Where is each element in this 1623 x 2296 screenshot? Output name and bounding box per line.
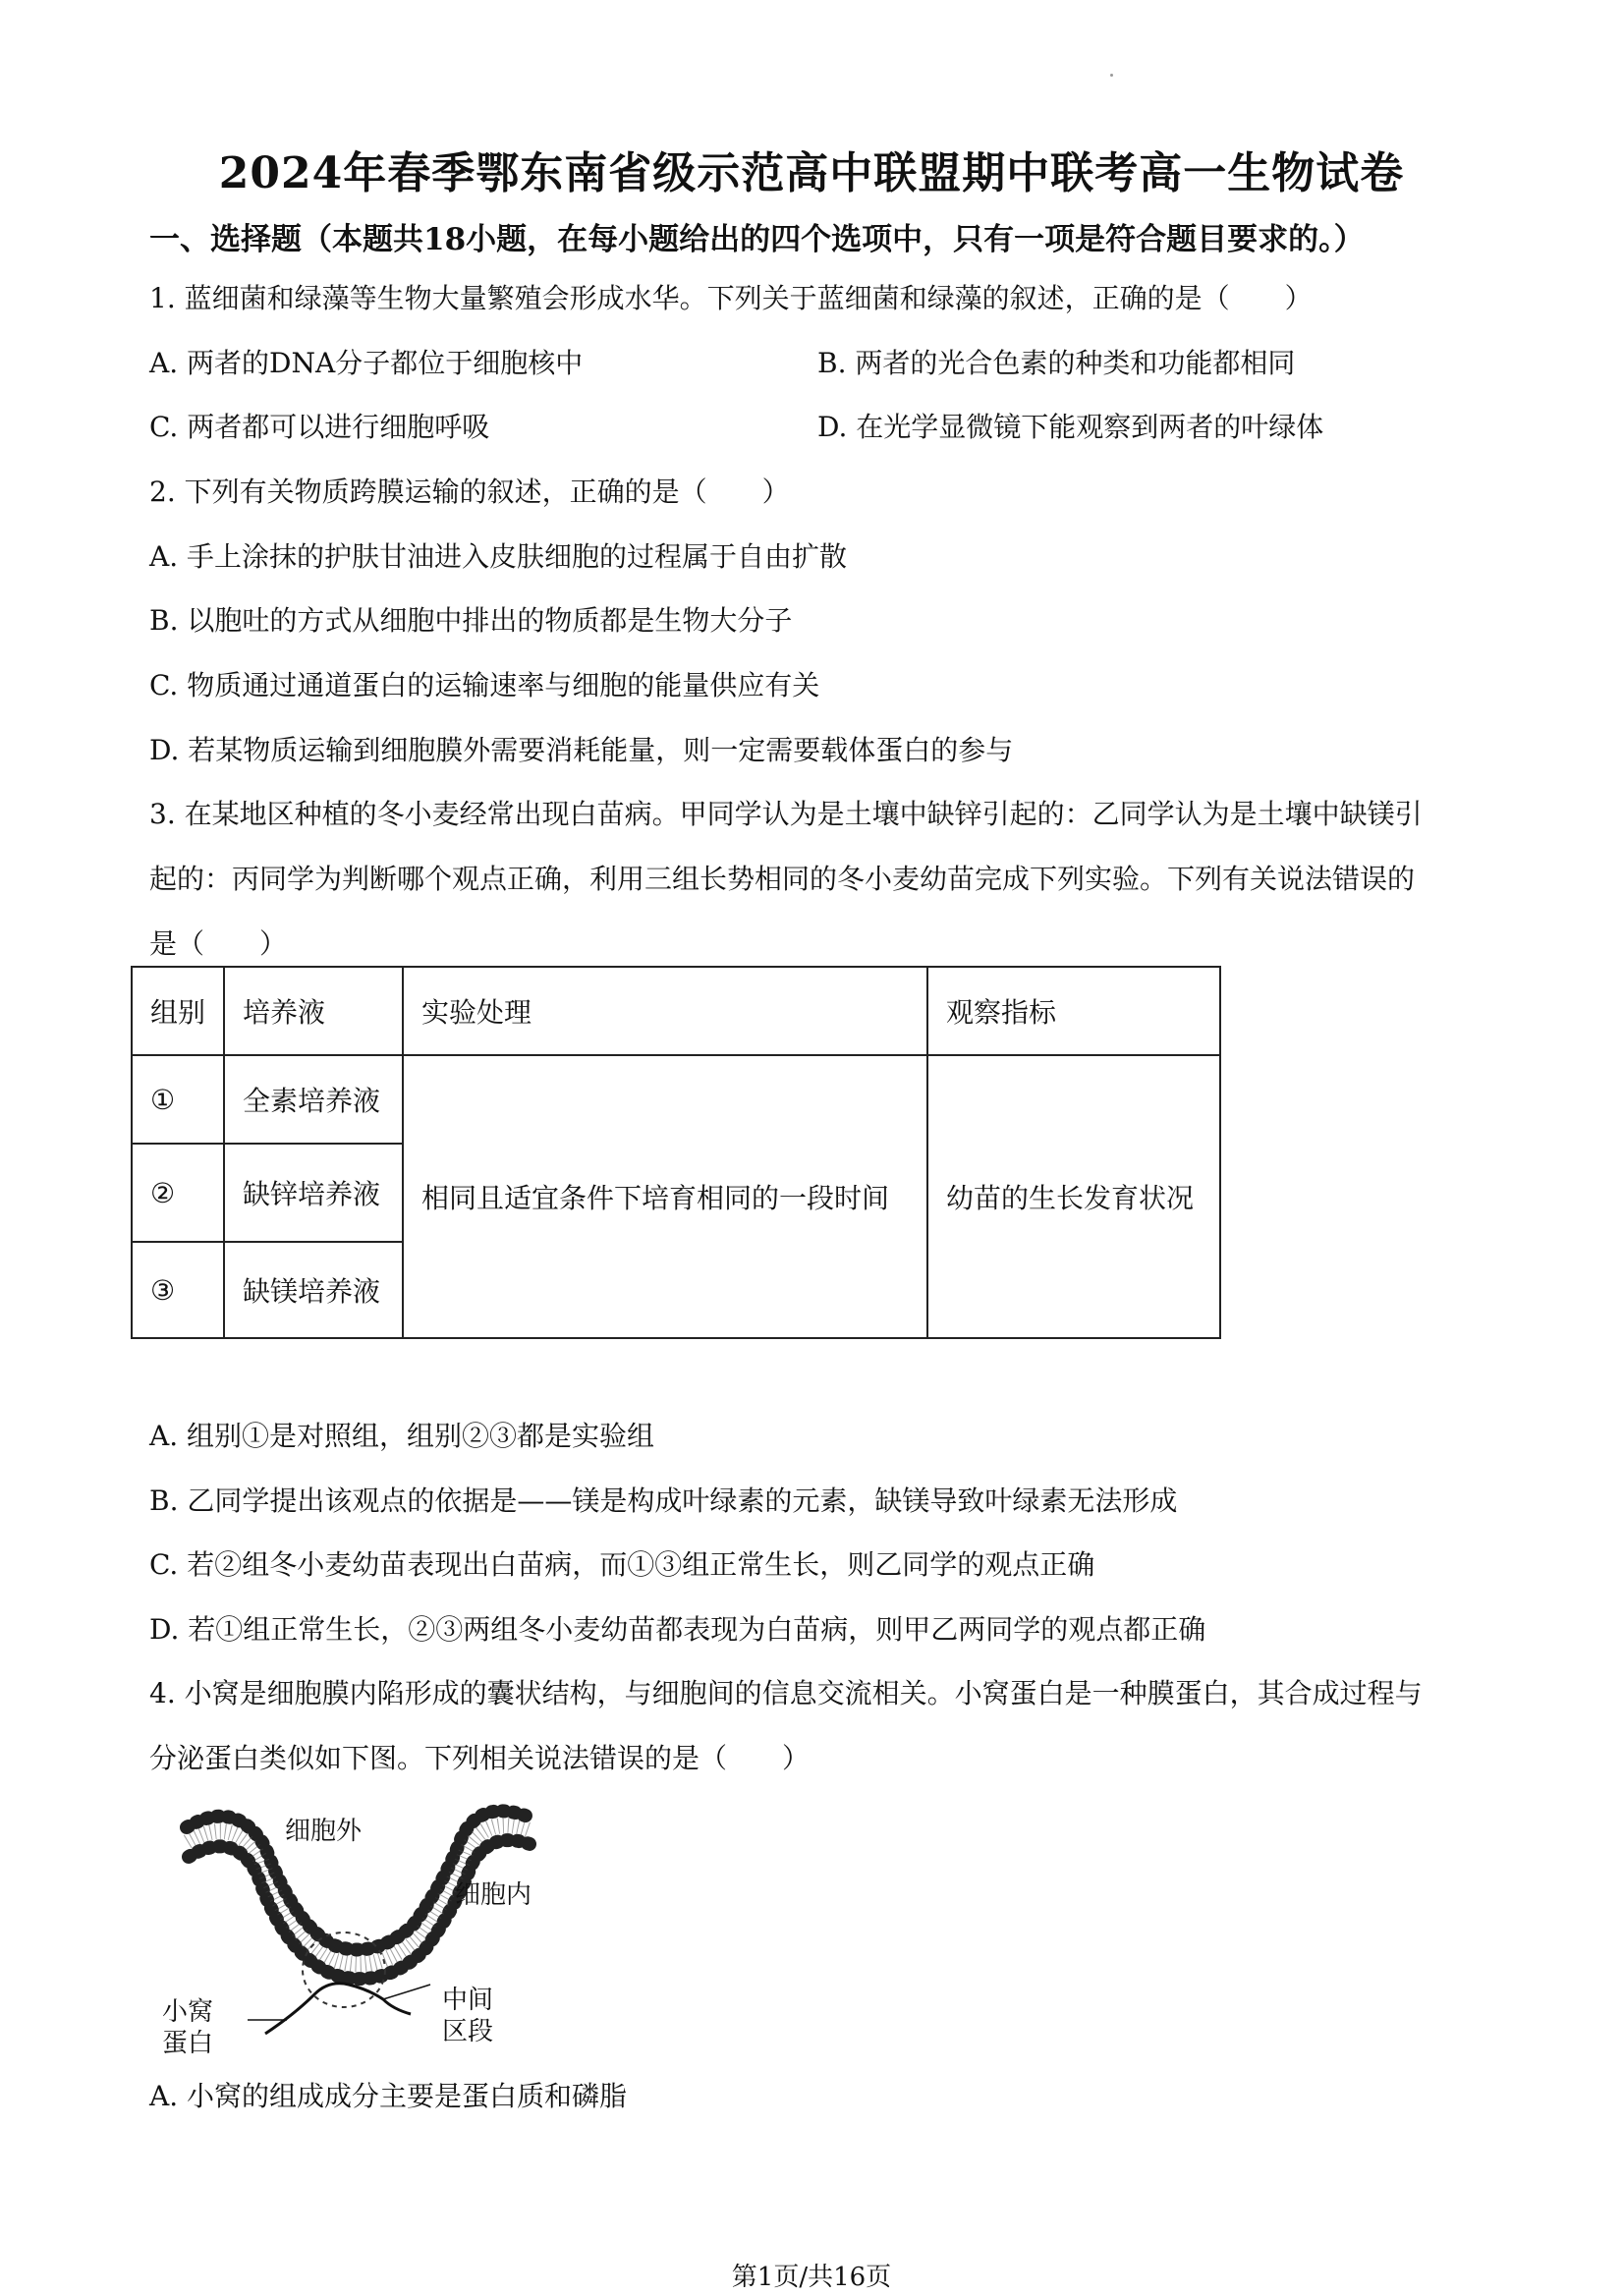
q1-option-b: B. 两者的光合色素的种类和功能都相同 bbox=[817, 347, 1296, 379]
experiment-table bbox=[131, 966, 1221, 1339]
q3-stem-line3: 是（ ） bbox=[149, 927, 288, 960]
label-protein-1: 小窝 bbox=[162, 1997, 214, 2027]
label-outside: 细胞外 bbox=[285, 1817, 363, 1846]
q1-stem: 1. 蓝细菌和绿藻等生物大量繁殖会形成水华。下列关于蓝细菌和绿藻的叙述，正确的是（ ） bbox=[149, 282, 1313, 314]
row-medium: 缺锌培养液 bbox=[224, 1144, 403, 1242]
scan-dot bbox=[1110, 74, 1113, 77]
caveolin-strand bbox=[265, 1984, 411, 2034]
row-medium: 全素培养液 bbox=[224, 1055, 403, 1144]
header-medium: 培养液 bbox=[224, 967, 403, 1055]
q2-option-b: B. 以胞吐的方式从细胞中排出的物质都是生物大分子 bbox=[149, 604, 793, 637]
label-inside: 细胞内 bbox=[455, 1880, 532, 1910]
q4-stem-line1: 4. 小窝是细胞膜内陷形成的囊状结构，与细胞间的信息交流相关。小窝蛋白是一种膜蛋白，其合成过程与 bbox=[149, 1677, 1423, 1709]
q3-stem-line2: 起的：丙同学为判断哪个观点正确，利用三组长势相同的冬小麦幼苗完成下列实验。下列有关说法错误的 bbox=[149, 863, 1416, 895]
treatment-cell: 相同且适宜条件下培育相同的一段时间 bbox=[403, 1055, 927, 1338]
header-group: 组别 bbox=[132, 967, 224, 1055]
q4-option-a: A. 小窝的组成成分主要是蛋白质和磷脂 bbox=[149, 2080, 628, 2112]
header-indicator: 观察指标 bbox=[927, 967, 1220, 1055]
q3-option-c: C. 若②组冬小麦幼苗表现出白苗病，而①③组正常生长，则乙同学的观点正确 bbox=[149, 1548, 1095, 1581]
caveolae-figure bbox=[147, 1788, 599, 2063]
q4-stem-line2: 分泌蛋白类似如下图。下列相关说法错误的是（ ） bbox=[149, 1742, 811, 1774]
header-treatment: 实验处理 bbox=[403, 967, 927, 1055]
row-group: ③ bbox=[132, 1242, 224, 1338]
label-segment-1: 中间 bbox=[442, 1986, 494, 2015]
row-medium: 缺镁培养液 bbox=[224, 1242, 403, 1338]
q2-option-d: D. 若某物质运输到细胞膜外需要消耗能量，则一定需要载体蛋白的参与 bbox=[149, 734, 1014, 766]
indicator-cell: 幼苗的生长发育状况 bbox=[927, 1055, 1220, 1338]
q1-option-a: A. 两者的DNA分子都位于细胞核中 bbox=[149, 347, 584, 379]
q2-option-a: A. 手上涂抹的护肤甘油进入皮肤细胞的过程属于自由扩散 bbox=[149, 540, 848, 573]
row-group: ② bbox=[132, 1144, 224, 1242]
label-protein-2: 蛋白 bbox=[162, 2029, 214, 2058]
q1-option-d: D. 在光学显微镜下能观察到两者的叶绿体 bbox=[817, 411, 1324, 443]
q3-option-d: D. 若①组正常生长，②③两组冬小麦幼苗都表现为白苗病，则甲乙两同学的观点都正确 bbox=[149, 1613, 1206, 1646]
q3-stem-line1: 3. 在某地区种植的冬小麦经常出现白苗病。甲同学认为是土壤中缺锌引起的：乙同学认为是土壤中缺镁引 bbox=[149, 798, 1423, 830]
row-group: ① bbox=[132, 1055, 224, 1144]
q2-stem: 2. 下列有关物质跨膜运输的叙述，正确的是（ ） bbox=[149, 476, 790, 508]
page-title: 2024年春季鄂东南省级示范高中联盟期中联考高一生物试卷 bbox=[218, 148, 1405, 198]
table-header-row bbox=[132, 967, 1220, 1055]
q2-option-c: C. 物质通过通道蛋白的运输速率与细胞的能量供应有关 bbox=[149, 669, 820, 701]
q3-option-a: A. 组别①是对照组，组别②③都是实验组 bbox=[149, 1420, 655, 1452]
label-segment-2: 区段 bbox=[442, 2017, 494, 2046]
table-row bbox=[132, 1055, 1220, 1144]
q1-option-c: C. 两者都可以进行细胞呼吸 bbox=[149, 411, 490, 443]
q3-option-b: B. 乙同学提出该观点的依据是——镁是构成叶绿素的元素，缺镁导致叶绿素无法形成 bbox=[149, 1484, 1178, 1517]
section-heading: 一、选择题（本题共18小题，在每小题给出的四个选项中，只有一项是符合题目要求的。） bbox=[149, 222, 1365, 257]
page-footer: 第1页/共16页 bbox=[731, 2263, 892, 2292]
